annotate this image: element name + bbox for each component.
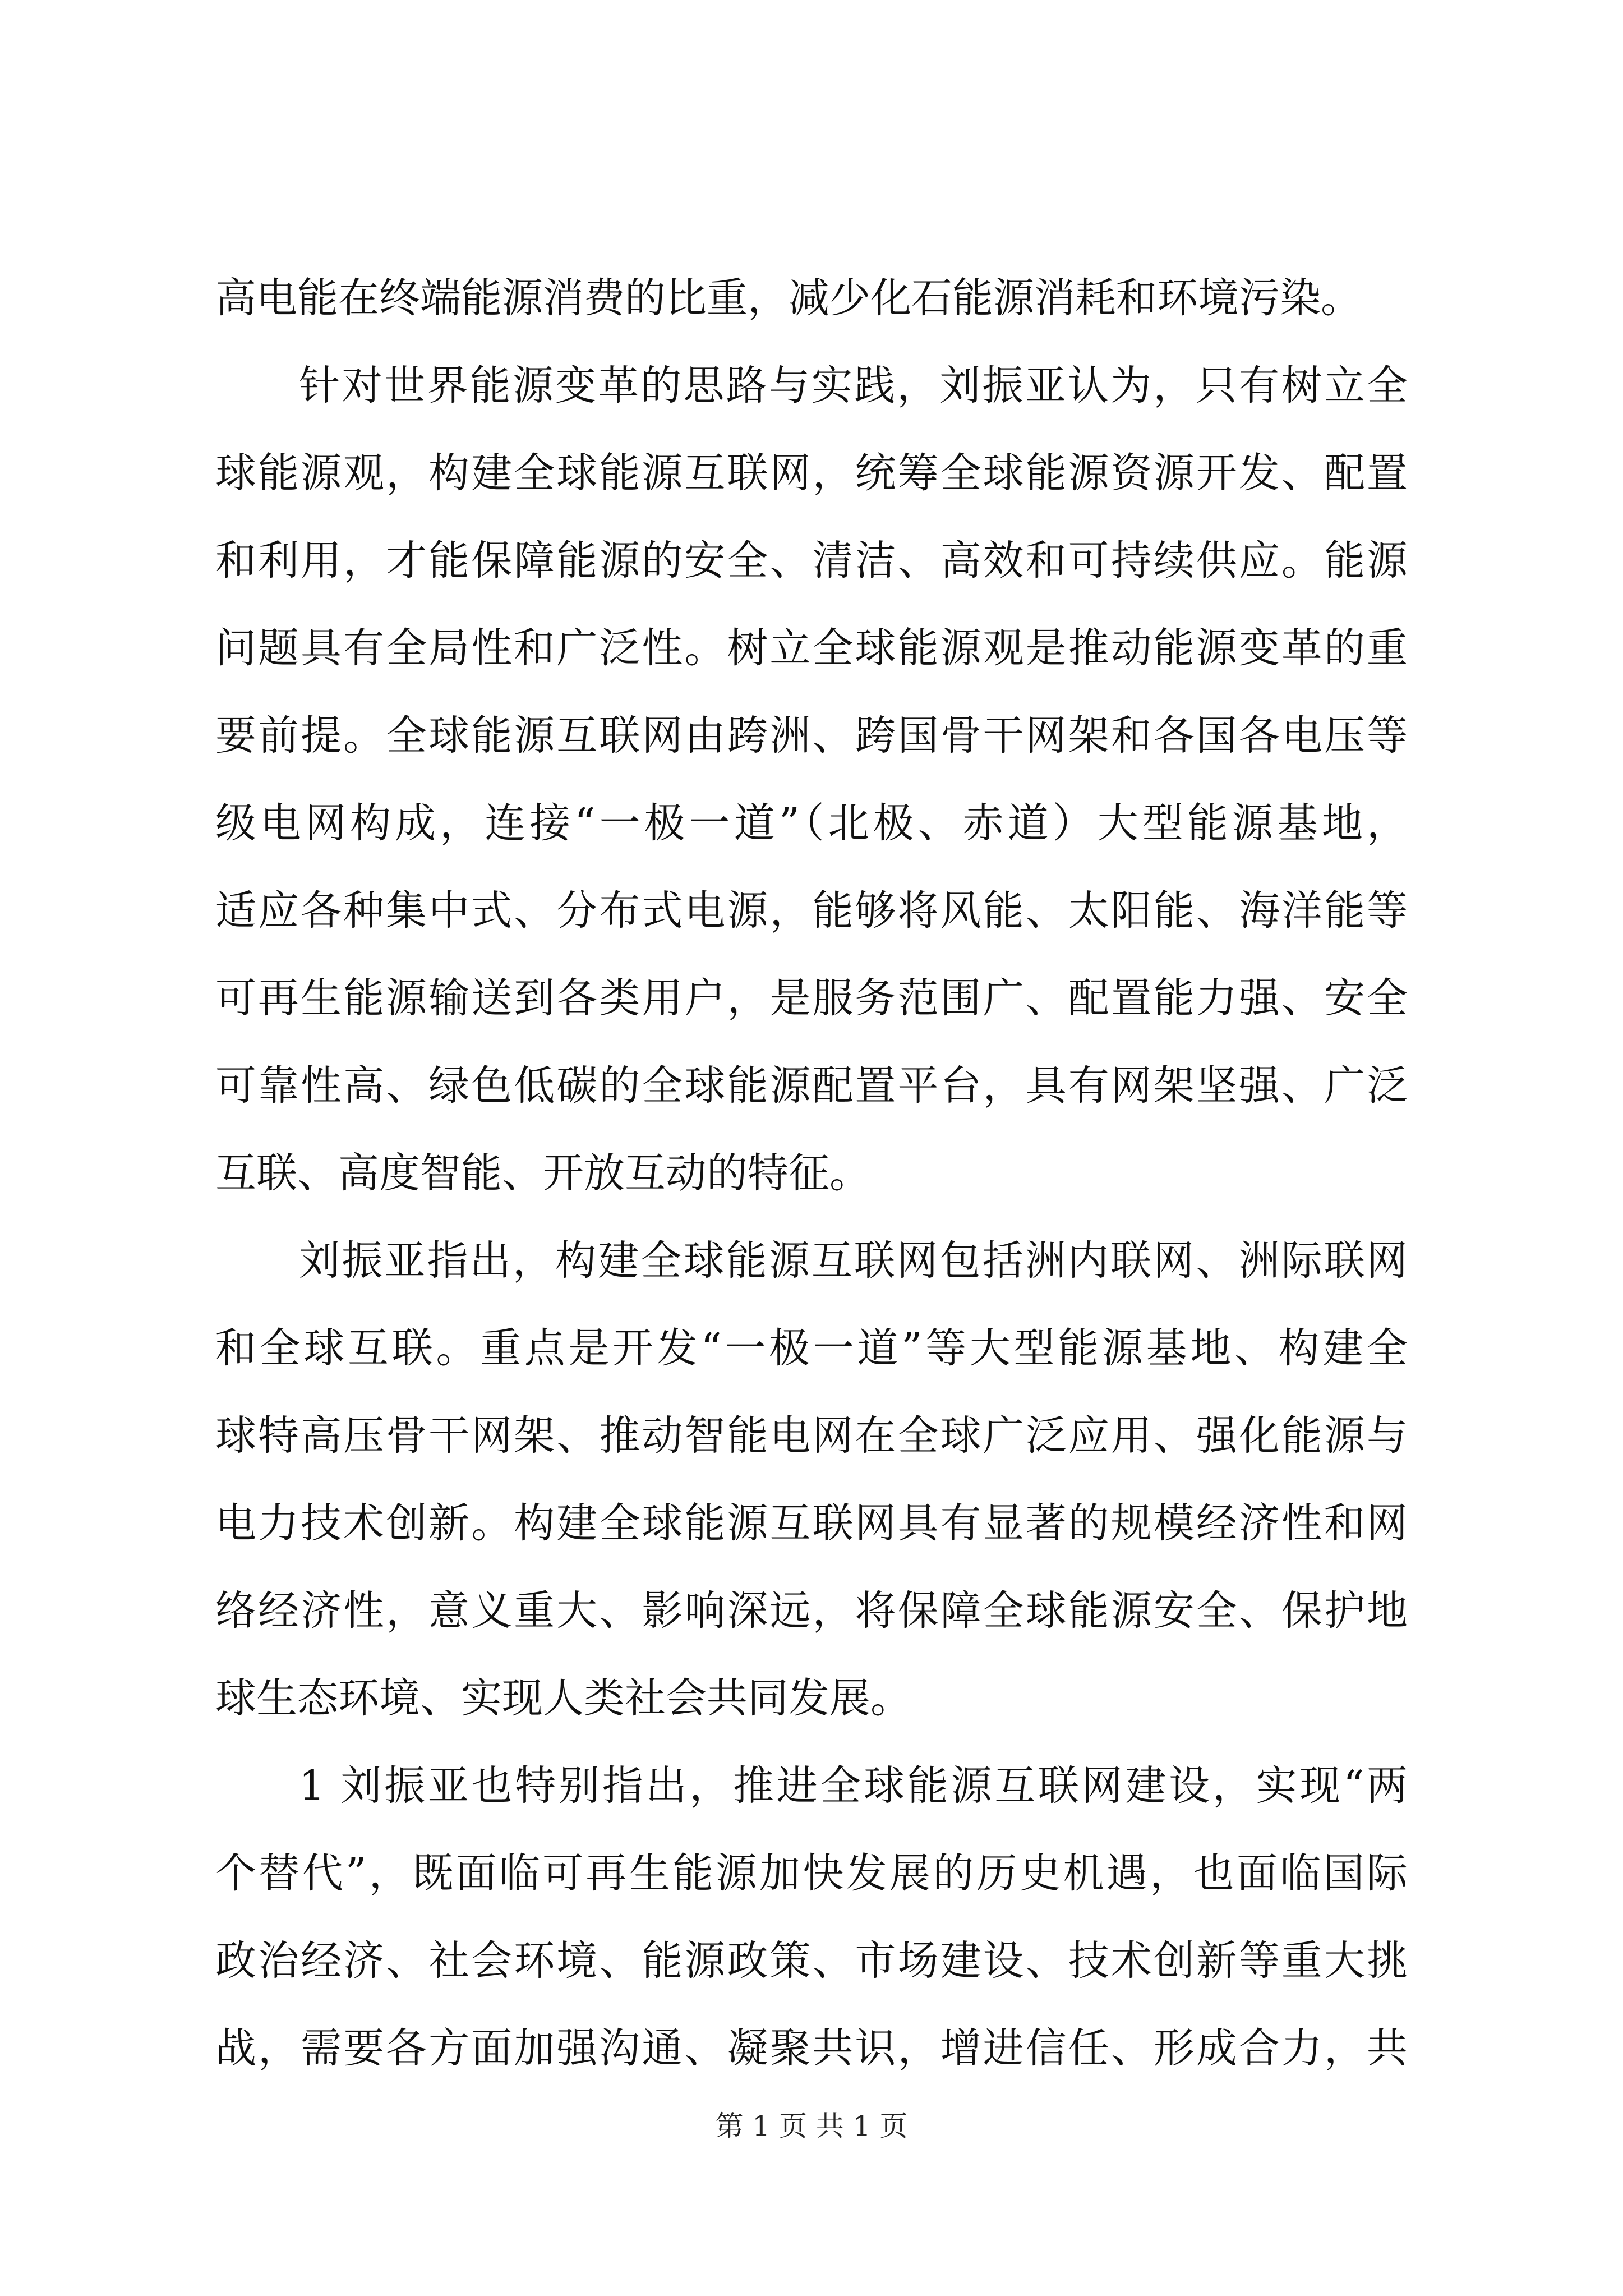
text-line: 适应各种集中式、分布式电源，能够将风能、太阳能、海洋能等 (215, 887, 1408, 935)
text-line: 要前提。全球能源互联网由跨洲、跨国骨干网架和各国各电压等 (215, 712, 1408, 760)
text-line: 刘振亚指出，构建全球能源互联网包括洲内联网、洲际联网 (299, 1237, 1408, 1285)
text-line: 高电能在终端能源消费的比重，减少化石能源消耗和环境污染。 (215, 274, 1362, 322)
text-line: 电力技术创新。构建全球能源互联网具有显著的规模经济性和网 (215, 1499, 1408, 1547)
text-line: 球特高压骨干网架、推动智能电网在全球广泛应用、强化能源与 (215, 1412, 1408, 1460)
page-footer: 第 1 页 共 1 页 (715, 2110, 908, 2142)
text-line: 可靠性高、绿色低碳的全球能源配置平台，具有网架坚强、广泛 (215, 1062, 1408, 1110)
text-line: 可再生能源输送到各类用户，是服务范围广、配置能力强、安全 (215, 974, 1408, 1022)
text-line: 级电网构成，连接“一极一道”（北极、赤道）大型能源基地， (215, 799, 1408, 847)
text-line: 和全球互联。重点是开发“一极一道”等大型能源基地、构建全 (215, 1324, 1408, 1372)
text-line: 球能源观，构建全球能源互联网，统筹全球能源资源开发、配置 (215, 449, 1408, 497)
text-line: 个替代”，既面临可再生能源加快发展的历史机遇，也面临国际 (215, 1849, 1408, 1897)
text-line: 战，需要各方面加强沟通、凝聚共识，增进信任、形成合力，共 (215, 2024, 1408, 2072)
text-line: 1 刘振亚也特别指出，推进全球能源互联网建设，实现“两 (299, 1762, 1408, 1810)
text-line: 针对世界能源变革的思路与实践，刘振亚认为，只有树立全 (299, 362, 1408, 409)
text-line: 络经济性，意义重大、影响深远，将保障全球能源安全、保护地 (215, 1587, 1408, 1635)
text-line: 政治经济、社会环境、能源政策、市场建设、技术创新等重大挑 (215, 1937, 1408, 1985)
text-line: 互联、高度智能、开放互动的特征。 (215, 1149, 870, 1197)
text-line: 球生态环境、实现人类社会共同发展。 (215, 1674, 911, 1722)
text-line: 和利用，才能保障能源的安全、清洁、高效和可持续供应。能源 (215, 537, 1408, 585)
text-line: 问题具有全局性和广泛性。树立全球能源观是推动能源变革的重 (215, 624, 1408, 672)
